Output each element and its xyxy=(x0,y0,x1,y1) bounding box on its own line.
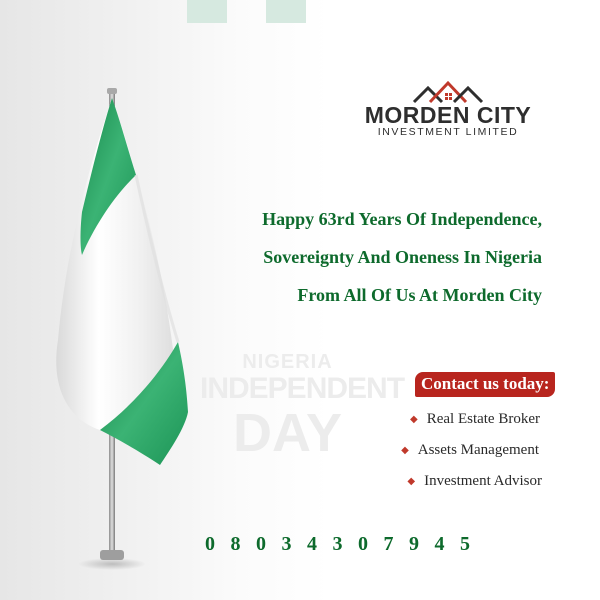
watermark-line: INDEPENDENT xyxy=(200,372,405,405)
watermark-line: DAY xyxy=(232,403,343,463)
headline-line: Happy 63rd Years Of Independence, xyxy=(262,209,542,229)
services-list xyxy=(322,404,542,497)
service-item xyxy=(322,466,542,497)
headline-line: From All Of Us At Morden City xyxy=(297,285,542,305)
service-label: Real Estate Broker xyxy=(426,411,540,427)
contact-badge: Contact us today: xyxy=(415,372,555,397)
diamond-bullet-icon: ◆ xyxy=(401,445,409,456)
watermark-line: NIGERIA xyxy=(242,351,333,373)
logo-subtitle: INVESTMENT LIMITED xyxy=(377,126,519,138)
decorative-tab xyxy=(187,0,227,23)
company-logo xyxy=(358,80,538,142)
diamond-bullet-icon: ◆ xyxy=(410,414,418,425)
decorative-tab xyxy=(266,0,306,23)
logo-name: MORDEN CITY xyxy=(364,102,532,128)
greeting-headline xyxy=(182,200,542,314)
service-label: Investment Advisor xyxy=(424,473,542,489)
nigeria-flag-illustration xyxy=(40,80,220,580)
diamond-bullet-icon: ◆ xyxy=(407,476,416,487)
service-item xyxy=(322,404,542,435)
service-label: Assets Management xyxy=(417,442,539,458)
service-item xyxy=(322,435,542,466)
phone-number: 08034307945 xyxy=(205,533,486,555)
headline-line: Sovereignty And Oneness In Nigeria xyxy=(263,247,542,267)
nigeria-flag-icon xyxy=(40,80,220,580)
